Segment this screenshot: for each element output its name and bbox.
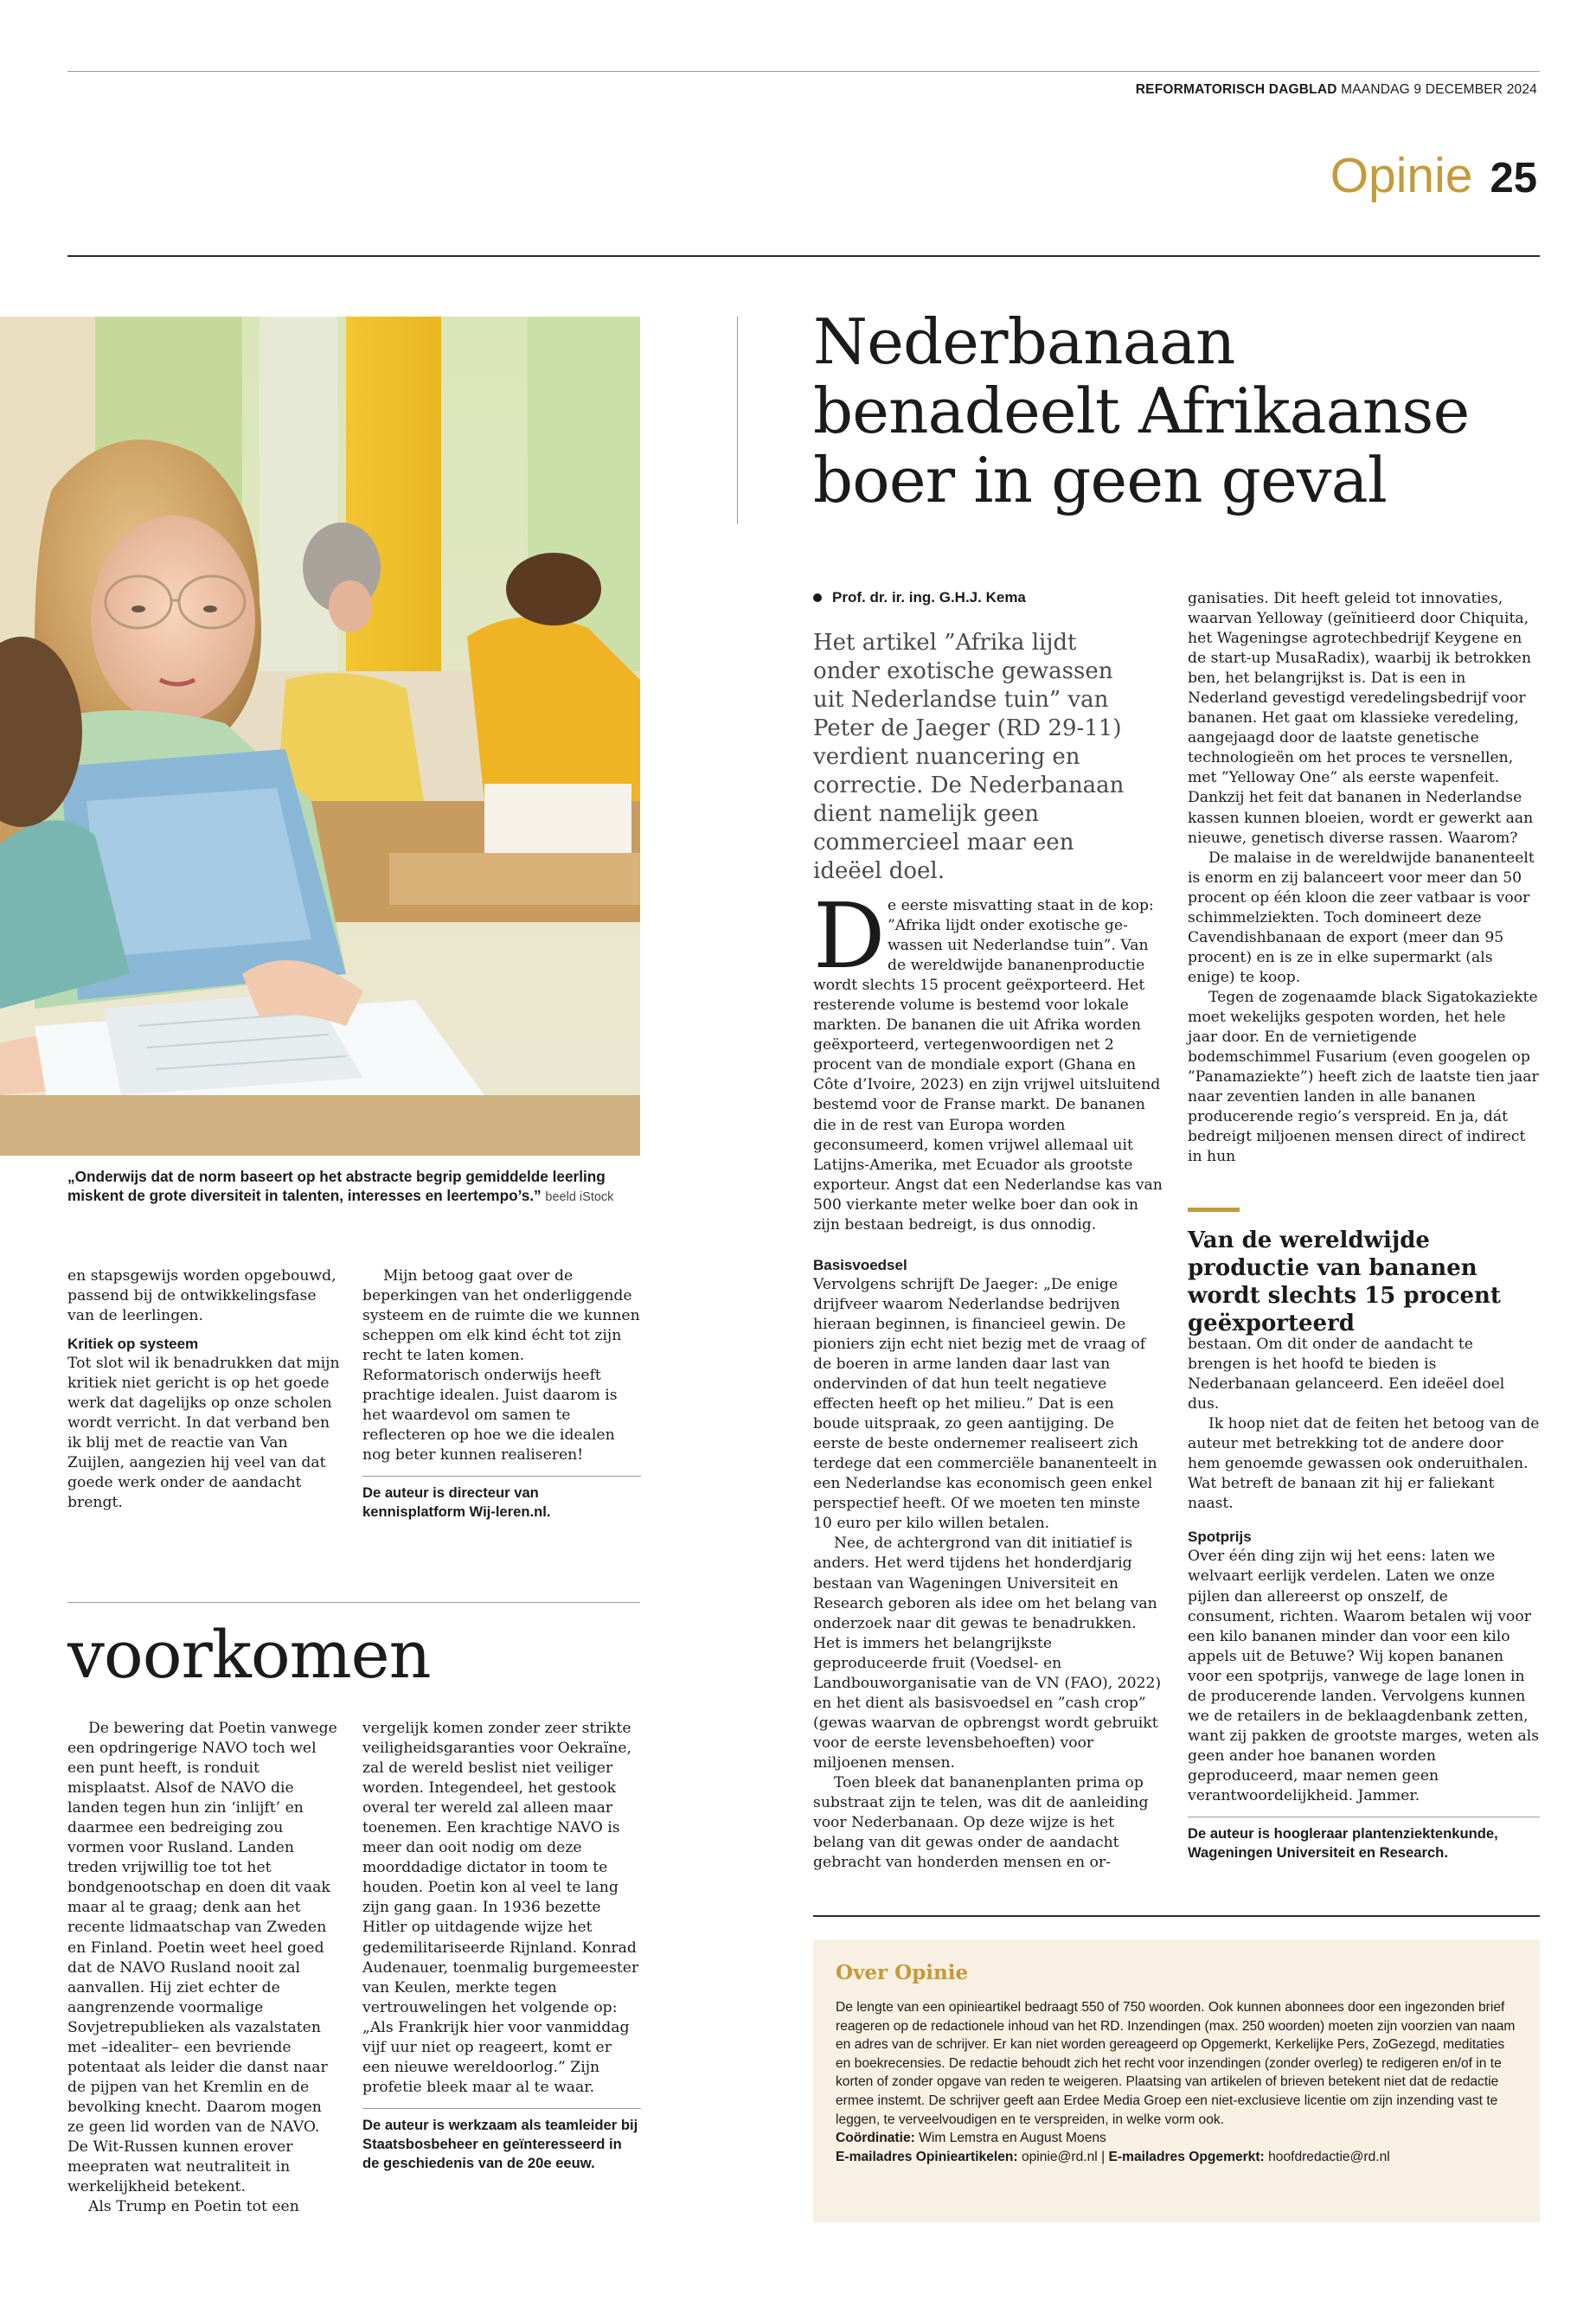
top-rule bbox=[67, 71, 1540, 72]
paragraph: De malaise in de wereldwijde bananenteelt is enorm en zij balanceert voor meer dan 50 procent op één kloon die zeer vatbaar is voor schimmelziekten. Toch domineert deze Cavendishbanaan de export (meer dan 95 procent) en is ze in elke supermarkt (als enige) te koop. bbox=[1188, 849, 1535, 986]
caption-text: „Onderwijs dat de norm baseert op het abstracte begrip gemiddelde leerling miskent de grote diversiteit in talenten, interesses en leertempo’s.” bbox=[67, 1168, 606, 1204]
paragraph: Tegen de zogenaamde black Sigatokaziekte moet wekelijks gespoten worden, het hele jaar door. En de vernietigende bodemschimmel Fusarium (even googelen op ”Panamaziekte”) heeft zich de laatste tien jaar naar zeventien landen in alle bananen producerende regio’s verspreid. En ja, dát bedreigt miljoenen mensen direct of indirect in hun bbox=[1188, 988, 1539, 1166]
paragraph: Over één ding zijn wij het eens: laten we welvaart eerlijk verdelen. Laten we onze pijlen dan allereerst op onszelf, de consument, richten. Waarom betalen wij voor een kilo bananen minder dan voor een kilo appels uit de Betuwe? Wij kopen bananen voor een spotprijs, vanwege de lage lonen in de producerende landen. Vervolgens kunnen we de retailers in de beklaagdenbank zetten, want zij pakken de grootste marges, weten als geen ander hoe bananen worden geproduceerd, maar nemen geen verantwoordelijkheid. Jammer. bbox=[1188, 1548, 1540, 1804]
subhead: Kritiek op systeem bbox=[67, 1336, 199, 1353]
info-box-title: Over Opinie bbox=[836, 1961, 969, 1984]
paragraph: wordt slechts 15 procent geëxporteerd. Het resterende volume is bestemd voor lokale markten. De bananen die uit Afrika worden geëxporteerd, vertegenwoordigen net 2 procent van de mondiale export (Ghana en Côte d’Ivoire, 2023) en zijn vrijwel uitsluitend bestemd voor de Franse markt. De bananen die in de rest van Europa worden geconsumeerd, komen vrijwel allemaal uit Latijns-Amerika, met Ecuador als grootste exporteur. Angst dat een Nederlandse kas van 500 vierkante meter welke boer dan ook in zijn bestaan bedreigt, is dus onnodig. bbox=[813, 977, 1163, 1234]
subhead: Basisvoedsel bbox=[813, 1256, 907, 1273]
classroom-photo bbox=[0, 317, 640, 1156]
info-box-coordination: Coördinatie: Wim Lemstra en August Moens bbox=[836, 2131, 1106, 2146]
lower-article-col1 bbox=[67, 1719, 340, 2217]
paragraph: ganisaties. Dit heeft geleid tot innovaties, waarvan Yelloway (geïnitieerd door Chiquita, het Wageningse agrotechbedrijf Keygene en de start-up MusaRadix), waarbij ik betrokken ben, het belangrijkst is. Dat is een in Nederland gevestigd veredelingsbedrijf voor bananen. Het gaat om klassieke veredeling, aangejaagd door de laatste genetische technologieën om het proces te versnellen, met ”Yelloway One” als eerste wapenfeit. Dankzij het feit dat bananen in Nederlandse kassen kunnen bloeien, wordt er gewerkt aan nieuwe, genetisch diverse rassen. Waarom? bbox=[1188, 590, 1534, 847]
photo-credit: beeld iStock bbox=[545, 1190, 614, 1204]
page-number: 25 bbox=[1490, 155, 1537, 202]
email-link-opinie[interactable]: opinie@rd.nl bbox=[1021, 2149, 1098, 2164]
paragraph: vergelijk komen zonder zeer strikte veiligheidsgaranties voor Oekraïne, zal de wereld beslist niet veiliger worden. Integendeel, het gestook overal ter wereld zal alleen maar toenemen. Een krachtige NAVO is meer dan ooit nodig om deze moorddadige dictator in toom te houden. Poetin kon al veel te lang zijn gang gaan. In 1936 bezette Hitler op uitdagende wijze het gedemilitariseerde Rijnland. Konrad Audenauer, toenmalig burgemeester van Keulen, merkte tegen vertrouwelingen het volgende op: „Als Frankrijk hier voor vanmiddag vijf uur niet op reageert, komt er een nieuwe wereldoorlog.” Zijn profetie bleek maar al te waar. bbox=[362, 1720, 639, 2096]
drop-cap: D bbox=[813, 883, 886, 989]
paragraph: Vervolgens schrijft De Jaeger: „De enige drijfveer waarom Nederlandse bedrijven hieraan beginnen, is financieel gewin. De pioniers zijn echt niet bezig met de vraag of de boeren in arme landen daar last van ondervinden of dat hun teelt negatieve effecten heeft op het milieu.” Dat is een boude uitspraak, zo geen aantijging. De eerste de beste ondernemer realiseert zich terdege dat een commerciële bananenteelt in een Nederlandse kas economisch geen enkel perspectief heeft. Of we moeten ten minste 10 euro per kilo willen betalen. bbox=[813, 1275, 1157, 1533]
main-article-col2 bbox=[1188, 589, 1540, 1167]
masthead-line bbox=[1136, 82, 1537, 98]
author-note: De auteur is werkzaam als teamleider bij Staatsbosbeheer en geïnteresseerd in de geschiedenis van de 20e eeuw. bbox=[362, 2116, 638, 2171]
section-name: Opinie bbox=[1330, 148, 1473, 203]
pullquote-accent bbox=[1188, 1208, 1240, 1212]
author-rule bbox=[362, 2108, 641, 2109]
article-headline: voorkomen bbox=[67, 1616, 431, 1693]
left-article-col2 bbox=[362, 1266, 641, 1522]
issue-date: MAANDAG 9 DECEMBER 2024 bbox=[1341, 82, 1537, 97]
left-article-col1 bbox=[67, 1266, 340, 1514]
info-box-emails: E-mailadres Opinieartikelen: opinie@rd.nl | E-mailadres Opgemerkt: hoofdredactie@rd.nl bbox=[836, 2149, 1390, 2164]
paragraph: Toen bleek dat bananenplanten prima op substraat zijn te telen, was dit de aanleiding voor Nederbanaan. Op deze wijze is het belang van dit gewas onder de aandacht gebracht van honderden mensen en or- bbox=[813, 1773, 1149, 1872]
paragraph: bestaan. Om dit onder de aandacht te brengen is het hoofd te bieden is Nederbanaan gelanceerd. Een ideëel doel dus. bbox=[1188, 1336, 1505, 1413]
author-note: De auteur is directeur van kennisplatform Wij-leren.nl. bbox=[362, 1484, 551, 1521]
info-box bbox=[813, 1939, 1540, 2222]
subhead: Spotprijs bbox=[1188, 1529, 1252, 1546]
byline-author: Prof. dr. ir. ing. G.H.J. Kema bbox=[832, 589, 1026, 606]
paragraph: De bewering dat Poetin vanwege een opdringerige NAVO toch wel een punt heeft, is ronduit misplaatst. Alsof de NAVO die landen tegen hun zin ‘inlijft’ en daarmee een bedreiging zou vormen voor Rusland. Landen treden vrijwillig toe tot het bondgenootschap en doen dit vaak maar al te graag; denk aan het recente lidmaatschap van Zweden en Finland. Poetin weet heel goed dat de NAVO Rusland nooit zal aanvallen. Hij ziet echter de aangrenzende voormalige Sovjetrepublieken als vazalstaten met –idealiter– een bevriende potentaat als leider die danst naar de pijpen van het Kremlin en de bevolking knecht. Daarom mogen ze geen lid worden van de NAVO. De Wit-Russen kunnen erover meepraten wat neutraliteit in werkelijkheid betekent. bbox=[67, 1720, 337, 2196]
bullet-dot-icon bbox=[813, 593, 822, 602]
info-box-rule bbox=[813, 1915, 1540, 1917]
author-rule bbox=[362, 1476, 641, 1477]
info-box-text: De lengte van een opinieartikel bedraagt 550 of 750 woorden. Ook kunnen abonnees door een ingezonden brief reageren op de redactionele inhoud van het RD. Inzendingen (max. 250 woorden) moeten zijn voorzien van naam en adres van de schrijver. Er kan niet worden gereageerd op Opgemerkt, Kerkelijke Pers, ZoGezegd, meditaties en boekrecensies. De redactie behoudt zich het recht voor inzendingen (zonder overleg) te redigeren en/of in te korten of zonder opgave van reden te weigeren. Plaatsing van artikelen of brieven betekent niet dat de redactie ermee instemt. De schrijver geeft aan Erdee Media Groep een niet-exclusieve licentie om zijn inzending vast te leggen, te verveelvoudigen en te verspreiden, in welke vorm ook. bbox=[836, 2000, 1516, 2127]
main-headline: Nederbanaan benadeelt Afrikaanse boer in geen geval bbox=[813, 305, 1470, 516]
paragraph: Nee, de achtergrond van dit initiatief is anders. Het werd tijdens het honderdjarig bestaan van Wageningen Universiteit en Research geboren als idee om het belang van onderzoek naar dit gewas te benadrukken. Het is immers het belangrijkste geproduceerde fruit (Voedsel- en Landbouworganisatie van de VN (FAO), 2022) en het dient als basisvoedsel en ”cash crop” (gewas waarvan de opbrengst wordt gebruikt voor de eerste levensbehoeften) voor miljoenen mensen. bbox=[813, 1535, 1162, 1772]
paragraph: Mijn betoog gaat over de beperkingen van het onderliggende systeem en de ruimte die we kunnen scheppen om elk kind écht tot zijn recht te laten komen. Reformatorisch onderwijs heeft prachtige idealen. Juist daarom is het waardevol om samen te reflecteren op hoe we die idealen nog beter kunnen realiseren! bbox=[362, 1267, 640, 1465]
byline bbox=[813, 589, 1026, 606]
paragraph: Tot slot wil ik benadrukken dat mijn kritiek niet gericht is op het goede werk dat dagelijks op onze scholen wordt verricht. In dat verband ben ik blij met de reactie van Van Zuijlen, aangezien hij veel van dat goede werk onder de aandacht brengt. bbox=[67, 1355, 340, 1512]
article-lead: Het artikel ”Afrika lijdt onder exotische gewassen uit Nederlandse tuin” van Peter de Jaeger (RD 29-11) verdient nuancering en correctie. De Nederbanaan dient namelijk geen commercieel maar een ideëel doel. bbox=[813, 630, 1125, 884]
header-rule bbox=[67, 255, 1540, 257]
section-header bbox=[1330, 147, 1537, 203]
section-rule bbox=[67, 1602, 640, 1603]
pullquote: Van de wereldwijde productie van bananen wordt slechts 15 procent geëxporteerd bbox=[1188, 1227, 1501, 1336]
paper-name: REFORMATORISCH DAGBLAD bbox=[1135, 82, 1337, 97]
email-link-opgemerkt[interactable]: hoofdredactie@rd.nl bbox=[1268, 2149, 1390, 2164]
lower-article-col2 bbox=[362, 1719, 641, 2173]
paragraph: en stapsgewijs worden opgebouwd, passend bij de ontwikkelingsfase van de leerlingen. bbox=[67, 1267, 337, 1325]
author-note: De auteur is hoogleraar plantenziektenkunde, Wageningen Universiteit en Research. bbox=[1188, 1825, 1498, 1862]
paragraph: Ik hoop niet dat de feiten het betoog van de auteur met betrekking tot de andere door hem genoemde gewassen ook onderuithalen. Wat betreft de banaan zit hij er faliekant naast. bbox=[1188, 1415, 1540, 1513]
main-article-col1: D e eerste misvatting staat in de kop: ”Afrika lijdt onder exotische ge- wassen uit Nederlandse tuin”. Van de wereldwijde bananenproductie wordt slechts 15 procent geëxporteerd. Het resterende volume is bestemd voor lokale markten. De bananen die uit Afrika worden geëxporteerd, vertegenwoordigen net 2 procent van de mondiale export (Ghana en Côte d’Ivoire, 2023) en zijn vrijwel uitsluitend bestemd voor de Franse markt. De bananen die in de rest van Europa worden geconsumeerd, komen vrijwel allemaal uit Latijns-Amerika, met Ecuador als grootste exporteur. Angst dat een Nederlandse kas van 500 vierkante meter welke boer dan ook in zijn bestaan bedreigt, is dus onnodig. Basisvoedsel Vervolgens schrijft De Jaeger: „De enige drijfveer waarom Nederlandse bedrijven hieraan beginnen, is financieel gewin. De pioniers zijn echt niet bezig met de vraag of de boeren in arme landen daar last van ondervinden of dat hun teelt negatieve effecten heeft op het milieu.” Dat is een boude uitspraak, zo geen aantijging. De eerste de beste ondernemer realiseert zich terdege dat een commerciële bananenteelt in een Nederlandse kas economisch geen enkel perspectief heeft. Of we moeten ten minste 10 euro per kilo willen betalen. Nee, de achtergrond van dit initiatief is anders. Het werd tijdens het honderdjarig bestaan van Wageningen Universiteit en Research geboren als idee om het belang van onderzoek naar dit gewas te benadrukken. Het is immers het belangrijkste geproduceerde fruit (Voedsel- en Landbouworganisatie van de VN (FAO), 2022) en het dient als basisvoedsel en ”cash crop” (gewas waarvan de opbrengst wordt gebruikt voor de eerste levensbehoeften) voor miljoenen mensen. Toen bleek dat bananenplanten prima op substraat zijn te telen, was dit de aanleiding voor Nederbanaan. Op deze wijze is het belang van dit gewas onder de aandacht gebracht van honderden mensen en or- bbox=[813, 896, 1163, 1873]
column-divider bbox=[737, 317, 738, 524]
paragraph: Als Trump en Poetin tot een bbox=[88, 2198, 299, 2216]
photo-caption bbox=[67, 1167, 640, 1207]
main-article-col2-cont bbox=[1188, 1335, 1540, 1862]
